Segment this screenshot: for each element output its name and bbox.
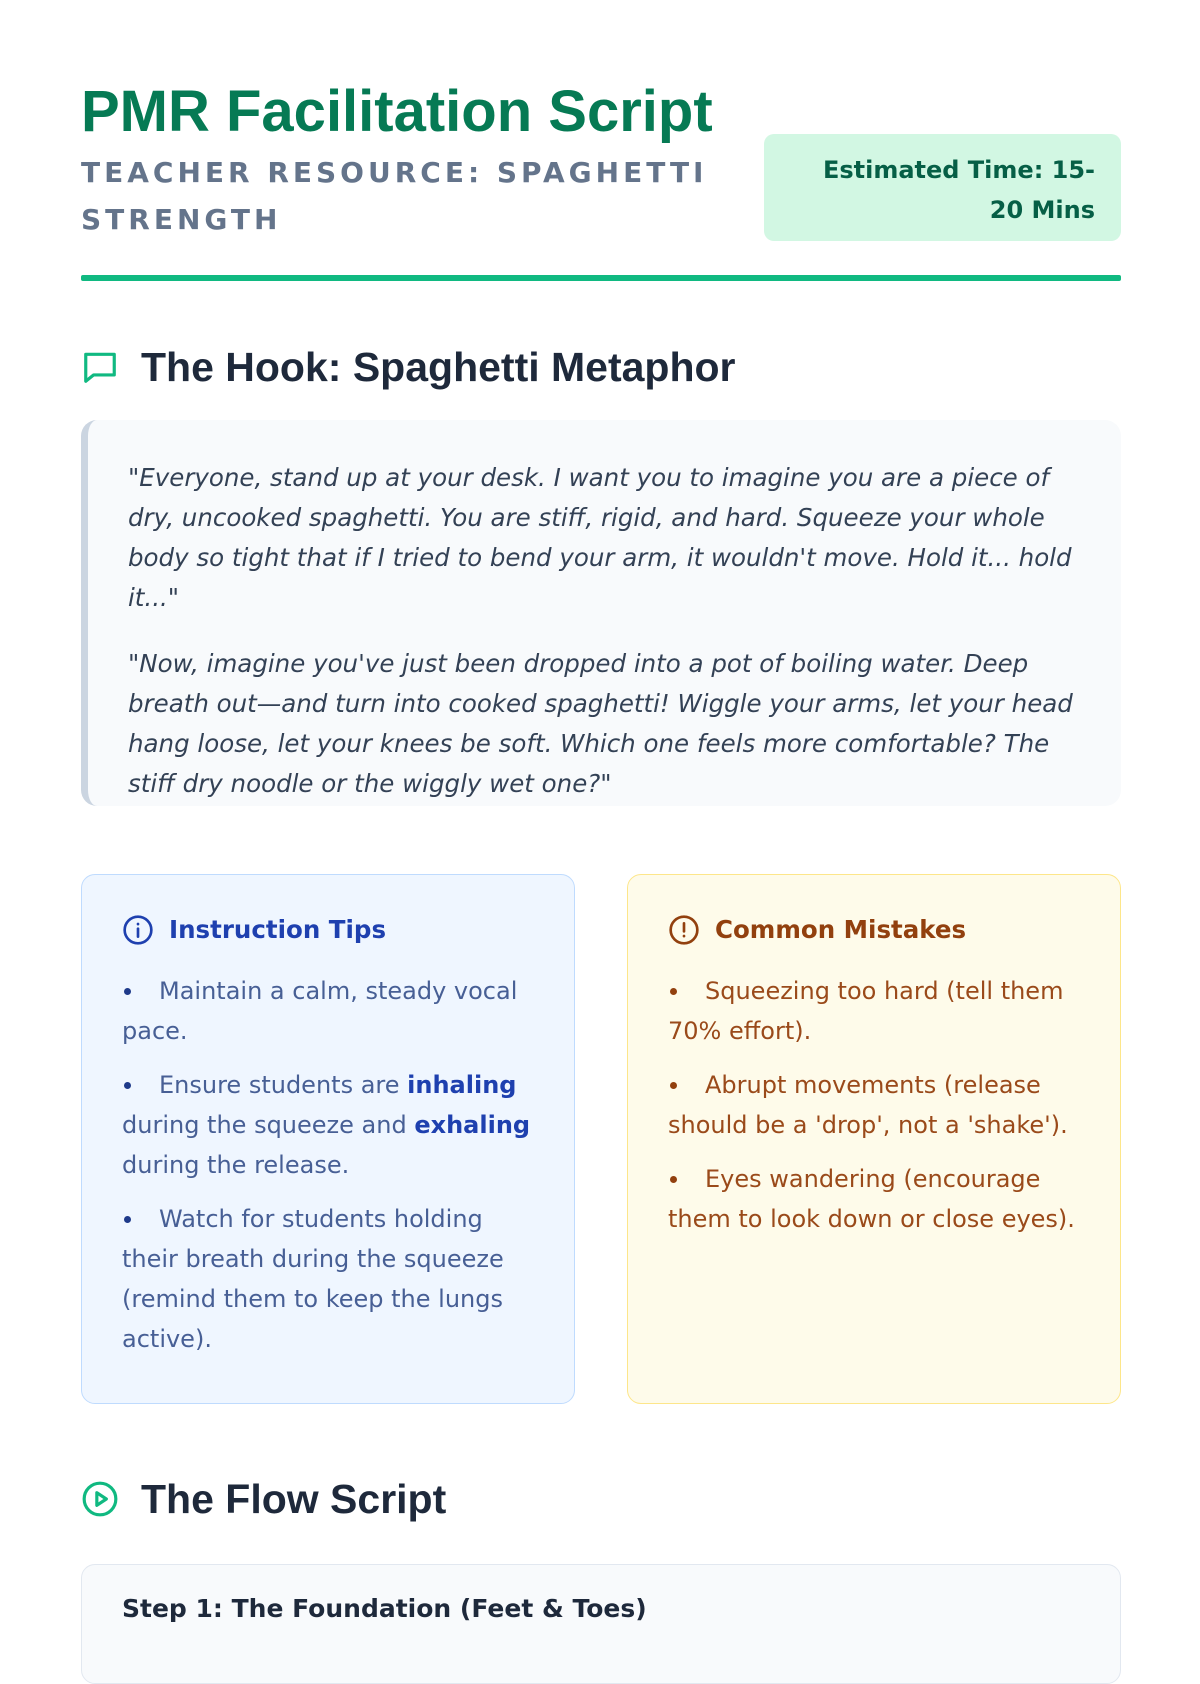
- header-divider: [81, 275, 1121, 281]
- common-mistakes-header: [668, 911, 1084, 949]
- bullet-dot: [124, 1216, 131, 1223]
- bullet-dot: [124, 988, 131, 995]
- mistake-text: Squeezing too hard (tell them 70% effort).: [668, 977, 1064, 1045]
- page-title: PMR Facilitation Script: [81, 79, 713, 144]
- flow-section-heading: [81, 1474, 1121, 1524]
- common-mistakes-card: [627, 874, 1121, 1404]
- common-mistakes-list: [668, 971, 1084, 1239]
- page-header: [81, 78, 1121, 288]
- list-item: [668, 971, 1084, 1051]
- page-subtitle: TEACHER RESOURCE: SPAGHETTI STRENGTH: [81, 156, 708, 236]
- flow-heading: The Flow Script: [141, 1476, 447, 1522]
- instruction-tips-title: Instruction Tips: [169, 915, 387, 944]
- step-card: [81, 1564, 1121, 1684]
- tip-text: Watch for students holding their breath during the squeeze (remind them to keep the lungs active).: [122, 1205, 504, 1353]
- tip-emphasis: exhaling: [414, 1111, 531, 1139]
- list-item: [668, 1065, 1084, 1145]
- bullet-dot: [124, 1082, 131, 1089]
- mistake-text: Eyes wandering (encourage them to look down or close eyes).: [668, 1165, 1075, 1233]
- bullet-dot: [670, 1082, 677, 1089]
- common-mistakes-title: Common Mistakes: [715, 915, 967, 944]
- list-item: [668, 1159, 1084, 1239]
- bullet-dot: [670, 988, 677, 995]
- list-item: [122, 971, 538, 1051]
- hook-quote-paragraph: "Everyone, stand up at your desk. I want you to imagine you are a piece of dry, uncooked spaghetti. You are stiff, rigid, and hard. Squeeze your whole body so tight that if I tried to bend your arm, it wouldn't move. Hold it... hold it...": [128, 463, 1072, 612]
- play-circle-icon: [81, 1480, 119, 1518]
- tip-emphasis: inhaling: [407, 1071, 517, 1099]
- tip-text: Ensure students are: [159, 1071, 408, 1099]
- instruction-tips-list: [122, 971, 538, 1359]
- speech-bubble-icon: [81, 348, 119, 386]
- hook-section-heading: [81, 342, 1121, 392]
- tip-text: during the squeeze and: [122, 1111, 415, 1139]
- bullet-dot: [670, 1176, 677, 1183]
- list-item: [122, 1065, 538, 1185]
- estimated-time-badge: Estimated Time: 15-20 Mins: [764, 134, 1121, 241]
- hook-heading: The Hook: Spaghetti Metaphor: [141, 344, 736, 390]
- alert-circle-icon: [668, 914, 700, 946]
- tip-text: Maintain a calm, steady vocal pace.: [122, 977, 518, 1045]
- hook-quote-paragraph: "Now, imagine you've just been dropped into a pot of boiling water. Deep breath out—and turn into cooked spaghetti! Wiggle your arms, let your head hang loose, let your knees be soft. Which one feels more comfortable? The stiff dry noodle or the wiggly wet one?": [128, 649, 1073, 798]
- hook-quote-block: [81, 420, 1121, 806]
- list-item: [122, 1199, 538, 1359]
- step-title: Step 1: The Foundation (Feet & Toes): [122, 1594, 647, 1623]
- instruction-tips-header: [122, 911, 538, 949]
- info-circle-icon: [122, 914, 154, 946]
- tip-text: during the release.: [122, 1151, 350, 1179]
- mistake-text: Abrupt movements (release should be a 'drop', not a 'shake').: [668, 1071, 1068, 1139]
- instruction-tips-card: [81, 874, 575, 1404]
